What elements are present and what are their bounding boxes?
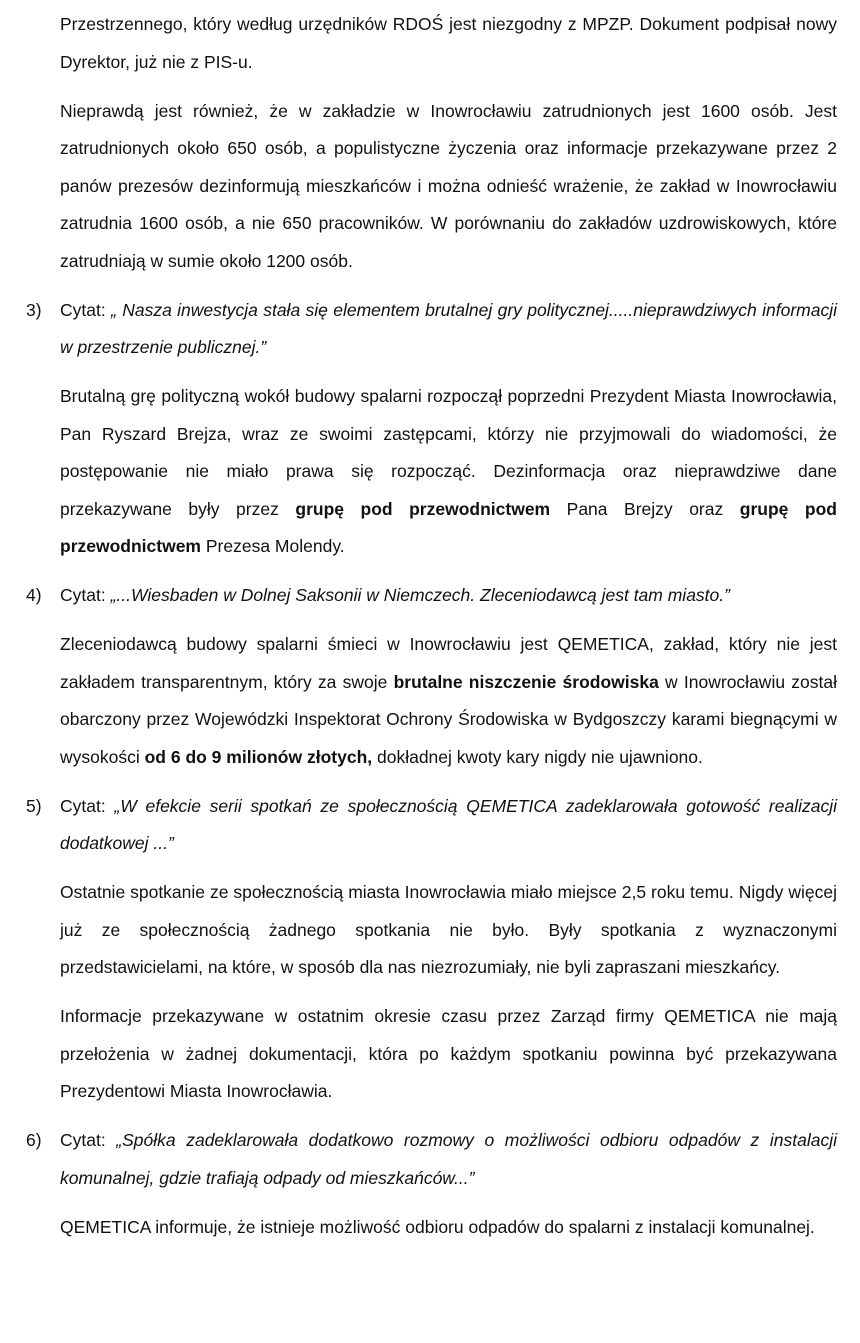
- text-span: Przestrzennego, który według urzędników RDOŚ jest niezgodny z MPZP. Dokument podpisał nowy Dyrektor, już nie z PIS-u.: [60, 14, 837, 72]
- paragraph: [60, 6, 837, 81]
- list-item: [26, 292, 837, 367]
- paragraph: [60, 1209, 837, 1247]
- quote-intro: Cytat:: [60, 299, 112, 320]
- text-span: Nieprawdą jest również, że w zakładzie w Inowrocławiu zatrudnionych jest 1600 osób. Jest zatrudnionych około 650 osób, a populistyczne życzenia oraz informacje przekazywane przez 2 panów prezesów dezinformują mieszkańców i można odnieść wrażenie, że zakład w Inowrocławiu zatrudnia 1600 osób, a nie 650 pracowników. W porównaniu do zakładów uzdrowiskowych, które zatrudniają w sumie około 1200 osób.: [60, 100, 837, 271]
- list-number: 5): [26, 795, 42, 816]
- list-number: 4): [26, 585, 42, 605]
- text-span: w Inowrocławiu został obarczony przez Wojewódzki Inspektorat Ochrony Środowiska w Bydgoszczy karami biegnącymi w wysokości: [60, 671, 837, 767]
- quote-intro: Cytat:: [60, 1130, 117, 1150]
- text-span: Ostatnie spotkanie ze społecznością miasta Inowrocławia miało miejsce 2,5 roku temu. Nigdy więcej już ze społecznością żadnego spotkania nie było. Były spotkania z wyznaczonymi przedstawicielami, na które, w sposób dla nas niezrozumiały, nie byli zapraszani mieszkańcy.: [60, 882, 837, 977]
- bold-text: od 6 do 9 milionów złotych,: [144, 746, 373, 767]
- paragraph: [60, 378, 837, 566]
- quote-intro: Cytat:: [60, 795, 115, 816]
- bold-text: brutalne niszczenie środowiska: [393, 671, 659, 692]
- list-number: 3): [26, 299, 42, 320]
- text-span: QEMETICA informuje, że istnieje możliwość odbioru odpadów do spalarni z instalacji komunalnej.: [60, 1216, 815, 1237]
- bold-text: grupę pod przewodnictwem: [295, 498, 551, 519]
- quote-text: „W efekcie serii spotkań ze społecznością QEMETICA zadeklarowała gotowość realizacji dodatkowej ...”: [60, 795, 837, 853]
- paragraph: [60, 626, 837, 776]
- list-item: [26, 577, 837, 615]
- list-item: [26, 1122, 837, 1197]
- quote-text: „...Wiesbaden w Dolnej Saksonii w Niemczech. Zleceniodawcą jest tam miasto.”: [110, 585, 730, 605]
- quote-intro: Cytat:: [60, 585, 111, 605]
- quote-text: „ Nasza inwestycja stała się elementem brutalnej gry politycznej.....nieprawdziwych informacji w przestrzenie publicznej.”: [60, 299, 837, 357]
- text-span: Pana Brejzy oraz: [550, 498, 740, 519]
- paragraph: [60, 93, 837, 281]
- bold-text: grupę pod przewodnictwem: [60, 498, 837, 556]
- text-span: Brutalną grę polityczną wokół budowy spalarni rozpoczął poprzedni Prezydent Miasta Inowrocławia, Pan Ryszard Brejza, wraz ze swoimi zastępcami, którzy nie przyjmowali do wiadomości, że postępowanie nie miało prawa się rozpocząć. Dezinformacja oraz nieprawdziwe dane przekazywane były przez: [60, 386, 837, 519]
- paragraph: [60, 998, 837, 1111]
- paragraph: [60, 874, 837, 987]
- text-span: Zleceniodawcą budowy spalarni śmieci w Inowrocławiu jest QEMETICA, zakład, który nie jest zakładem transparentnym, który za swoje: [60, 634, 837, 692]
- quote-text: „Spółka zadeklarowała dodatkowo rozmowy o możliwości odbioru odpadów z instalacji komunalnej, gdzie trafiają odpady od mieszkańców...”: [60, 1130, 837, 1188]
- list-number: 6): [26, 1130, 42, 1150]
- text-span: Prezesa Molendy.: [201, 536, 345, 556]
- list-item: [26, 788, 837, 863]
- text-span: Informacje przekazywane w ostatnim okresie czasu przez Zarząd firmy QEMETICA nie mają przełożenia w żadnej dokumentacji, która po każdym spotkaniu powinna być przekazywana Prezydentowi Miasta Inowrocławia.: [60, 1006, 837, 1101]
- text-span: dokładnej kwoty kary nigdy nie ujawniono.: [372, 746, 703, 767]
